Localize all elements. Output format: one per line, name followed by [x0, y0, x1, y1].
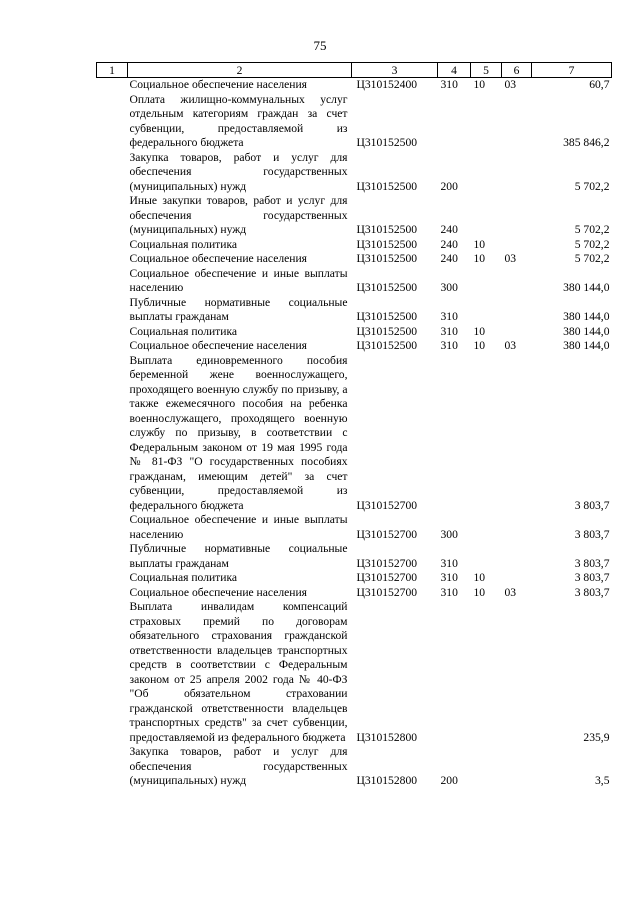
row-col-6	[502, 354, 532, 514]
cell-col-1	[97, 194, 128, 238]
row-name: Закупка товаров, работ и услуг для обеспечения государственных (муниципальных) нужд	[129, 745, 348, 787]
row-col-4: 240	[440, 237, 458, 251]
table-row	[97, 745, 612, 789]
row-amount: 3 803,7	[574, 556, 610, 570]
row-code: Ц310152700	[356, 585, 418, 599]
header-col-3: 3	[352, 63, 438, 78]
cell-col-1	[97, 600, 128, 745]
row-code: Ц310152700	[356, 527, 418, 541]
row-amount: 60,7	[589, 78, 610, 91]
cell-col-1	[97, 325, 128, 340]
row-name: Закупка товаров, работ и услуг для обеспечения государственных (муниципальных) нужд	[129, 150, 348, 193]
row-col-6	[502, 513, 532, 542]
row-col-5: 10	[473, 324, 486, 338]
row-code: Ц310152800	[356, 774, 418, 787]
cell-col-1	[97, 267, 128, 296]
row-col-4	[438, 600, 471, 745]
cell-col-1	[97, 586, 128, 601]
table-row	[97, 296, 612, 325]
row-col-4: 310	[440, 324, 458, 338]
cell-col-1	[97, 151, 128, 195]
row-col-6	[502, 571, 532, 586]
row-amount: 3 803,7	[574, 498, 610, 512]
row-col-4: 310	[440, 310, 458, 323]
row-col-5: 10	[473, 78, 486, 91]
table-row	[97, 78, 612, 93]
row-amount: 235,9	[583, 730, 610, 744]
row-name: Социальная политика	[129, 237, 238, 251]
row-col-5: 10	[473, 585, 486, 599]
header-col-7: 7	[532, 63, 612, 78]
row-amount: 3 803,7	[574, 527, 610, 541]
table-row	[97, 93, 612, 151]
table-row	[97, 267, 612, 296]
row-col-4: 310	[440, 556, 458, 570]
row-col-5	[471, 354, 502, 514]
table-row	[97, 354, 612, 514]
row-col-6	[502, 542, 532, 571]
row-col-5	[471, 267, 502, 296]
table-row	[97, 586, 612, 601]
row-col-5	[471, 513, 502, 542]
row-amount: 385 846,2	[563, 136, 610, 149]
row-name: Выплата единовременного пособия беременной жене военнослужащего, проходящего военную службу по призыву, а также ежемесячного пособия на ребенка военнослужащего, проходящего военную службу по призыву, в соответствии с Федеральным законом от 19 мая 1995 года № 81-ФЗ "О государственных пособиях гражданам, имеющим детей" за счет субвенции, предоставляемой из федерального бюджета	[129, 353, 348, 512]
row-col-4: 310	[440, 78, 458, 91]
row-col-5	[471, 194, 502, 238]
row-col-4: 310	[440, 585, 458, 599]
row-col-5: 10	[473, 252, 486, 265]
row-col-4: 200	[440, 774, 458, 787]
row-amount: 5 702,2	[574, 252, 610, 265]
header-col-4: 4	[438, 63, 471, 78]
cell-col-1	[97, 296, 128, 325]
row-col-4: 300	[440, 527, 458, 541]
cell-col-1	[97, 339, 128, 354]
row-name: Социальное обеспечение населения	[129, 78, 308, 91]
header-row	[97, 63, 612, 78]
row-code: Ц310152500	[356, 324, 418, 338]
row-name: Социальная политика	[129, 324, 238, 338]
table-row	[97, 325, 612, 340]
row-amount: 380 144,0	[563, 324, 610, 338]
table-row	[97, 513, 612, 542]
row-name: Социальное обеспечение населения	[129, 252, 308, 265]
row-amount: 380 144,0	[563, 310, 610, 323]
row-amount: 5 702,2	[574, 179, 610, 193]
row-code: Ц310152500	[356, 237, 418, 251]
row-amount: 3 803,7	[574, 585, 610, 599]
row-col-6	[502, 151, 532, 195]
row-name: Социальное обеспечение и иные выплаты населению	[129, 513, 348, 541]
row-col-5	[471, 151, 502, 195]
row-name: Социальное обеспечение населения	[129, 339, 308, 352]
row-col-6	[502, 267, 532, 296]
row-col-6	[502, 296, 532, 325]
cell-col-1	[97, 513, 128, 542]
row-col-4: 200	[440, 179, 458, 193]
row-code: Ц310152500	[356, 281, 418, 294]
row-code: Ц310152400	[356, 78, 418, 91]
row-col-4: 310	[440, 571, 458, 584]
row-col-5: 10	[473, 571, 486, 584]
budget-table	[96, 62, 612, 789]
table-row	[97, 252, 612, 267]
header-col-2: 2	[128, 63, 352, 78]
table-row	[97, 542, 612, 571]
header-col-1: 1	[97, 63, 128, 78]
row-code: Ц310152800	[356, 730, 418, 744]
cell-col-1	[97, 571, 128, 586]
row-code: Ц310152500	[356, 252, 418, 265]
row-col-6	[502, 238, 532, 253]
row-col-6: 03	[504, 252, 517, 265]
row-code: Ц310152500	[356, 223, 418, 236]
row-code: Ц310152700	[356, 556, 418, 570]
row-name: Оплата жилищно-коммунальных услуг отдельным категориям граждан за счет субвенции, предоставляемой из федерального бюджета	[129, 92, 348, 149]
row-name: Социальное обеспечение населения	[129, 585, 308, 599]
table-row	[97, 571, 612, 586]
row-col-6	[502, 194, 532, 238]
table-row	[97, 238, 612, 253]
row-amount: 380 144,0	[563, 339, 610, 352]
row-col-5: 10	[473, 237, 486, 251]
row-col-5	[471, 600, 502, 745]
table-row	[97, 194, 612, 238]
row-code: Ц310152500	[356, 339, 418, 352]
row-name: Социальное обеспечение и иные выплаты населению	[129, 266, 348, 294]
cell-col-1	[97, 542, 128, 571]
row-code: Ц310152500	[356, 136, 418, 149]
row-code: Ц310152700	[356, 498, 418, 512]
row-col-6	[502, 600, 532, 745]
row-name: Публичные нормативные социальные выплаты гражданам	[129, 542, 348, 570]
row-col-4: 240	[440, 252, 458, 265]
table-body	[97, 78, 612, 789]
row-name: Социальная политика	[129, 571, 238, 584]
row-col-5	[471, 93, 502, 151]
row-col-4: 310	[440, 339, 458, 352]
header-col-6: 6	[502, 63, 532, 78]
row-col-4	[438, 354, 471, 514]
row-amount: 5 702,2	[574, 237, 610, 251]
cell-col-1	[97, 252, 128, 267]
row-col-4: 300	[440, 281, 458, 294]
row-name: Иные закупки товаров, работ и услуг для обеспечения государственных (муниципальных) нужд	[129, 194, 348, 236]
row-col-5	[471, 296, 502, 325]
row-amount: 3 803,7	[574, 571, 610, 584]
page-number: 75	[313, 38, 327, 53]
row-code: Ц310152700	[356, 571, 418, 584]
row-col-5	[471, 542, 502, 571]
row-col-6: 03	[504, 78, 517, 91]
row-amount: 3,5	[595, 774, 610, 787]
row-name: Выплата инвалидам компенсаций страховых премий по договорам обязательного страхования гражданской ответственности владельцев транспортных средств в соответствии с Федеральным законом от 25 апреля 2002 года № 40-ФЗ "Об обязательном страховании гражданской ответственности владельцев транспортных средств" за счет субвенции, предоставляемой из федерального бюджета	[129, 600, 348, 744]
row-col-4: 240	[440, 223, 458, 236]
row-col-6: 03	[504, 339, 517, 352]
table-row	[97, 151, 612, 195]
table-row	[97, 339, 612, 354]
cell-col-1	[97, 745, 128, 789]
row-col-5	[471, 745, 502, 789]
row-code: Ц310152500	[356, 179, 418, 193]
row-col-6	[502, 325, 532, 340]
cell-col-1	[97, 78, 128, 93]
row-code: Ц310152500	[356, 310, 418, 323]
row-name: Публичные нормативные социальные выплаты гражданам	[129, 295, 348, 323]
row-col-6: 03	[504, 585, 517, 599]
row-amount: 380 144,0	[563, 281, 610, 294]
cell-col-1	[97, 93, 128, 151]
row-col-5: 10	[473, 339, 486, 352]
cell-col-1	[97, 238, 128, 253]
table-row	[97, 600, 612, 745]
row-amount: 5 702,2	[574, 223, 610, 236]
row-col-4	[438, 93, 471, 151]
cell-col-1	[97, 354, 128, 514]
header-col-5: 5	[471, 63, 502, 78]
row-col-6	[502, 745, 532, 789]
row-col-6	[502, 93, 532, 151]
